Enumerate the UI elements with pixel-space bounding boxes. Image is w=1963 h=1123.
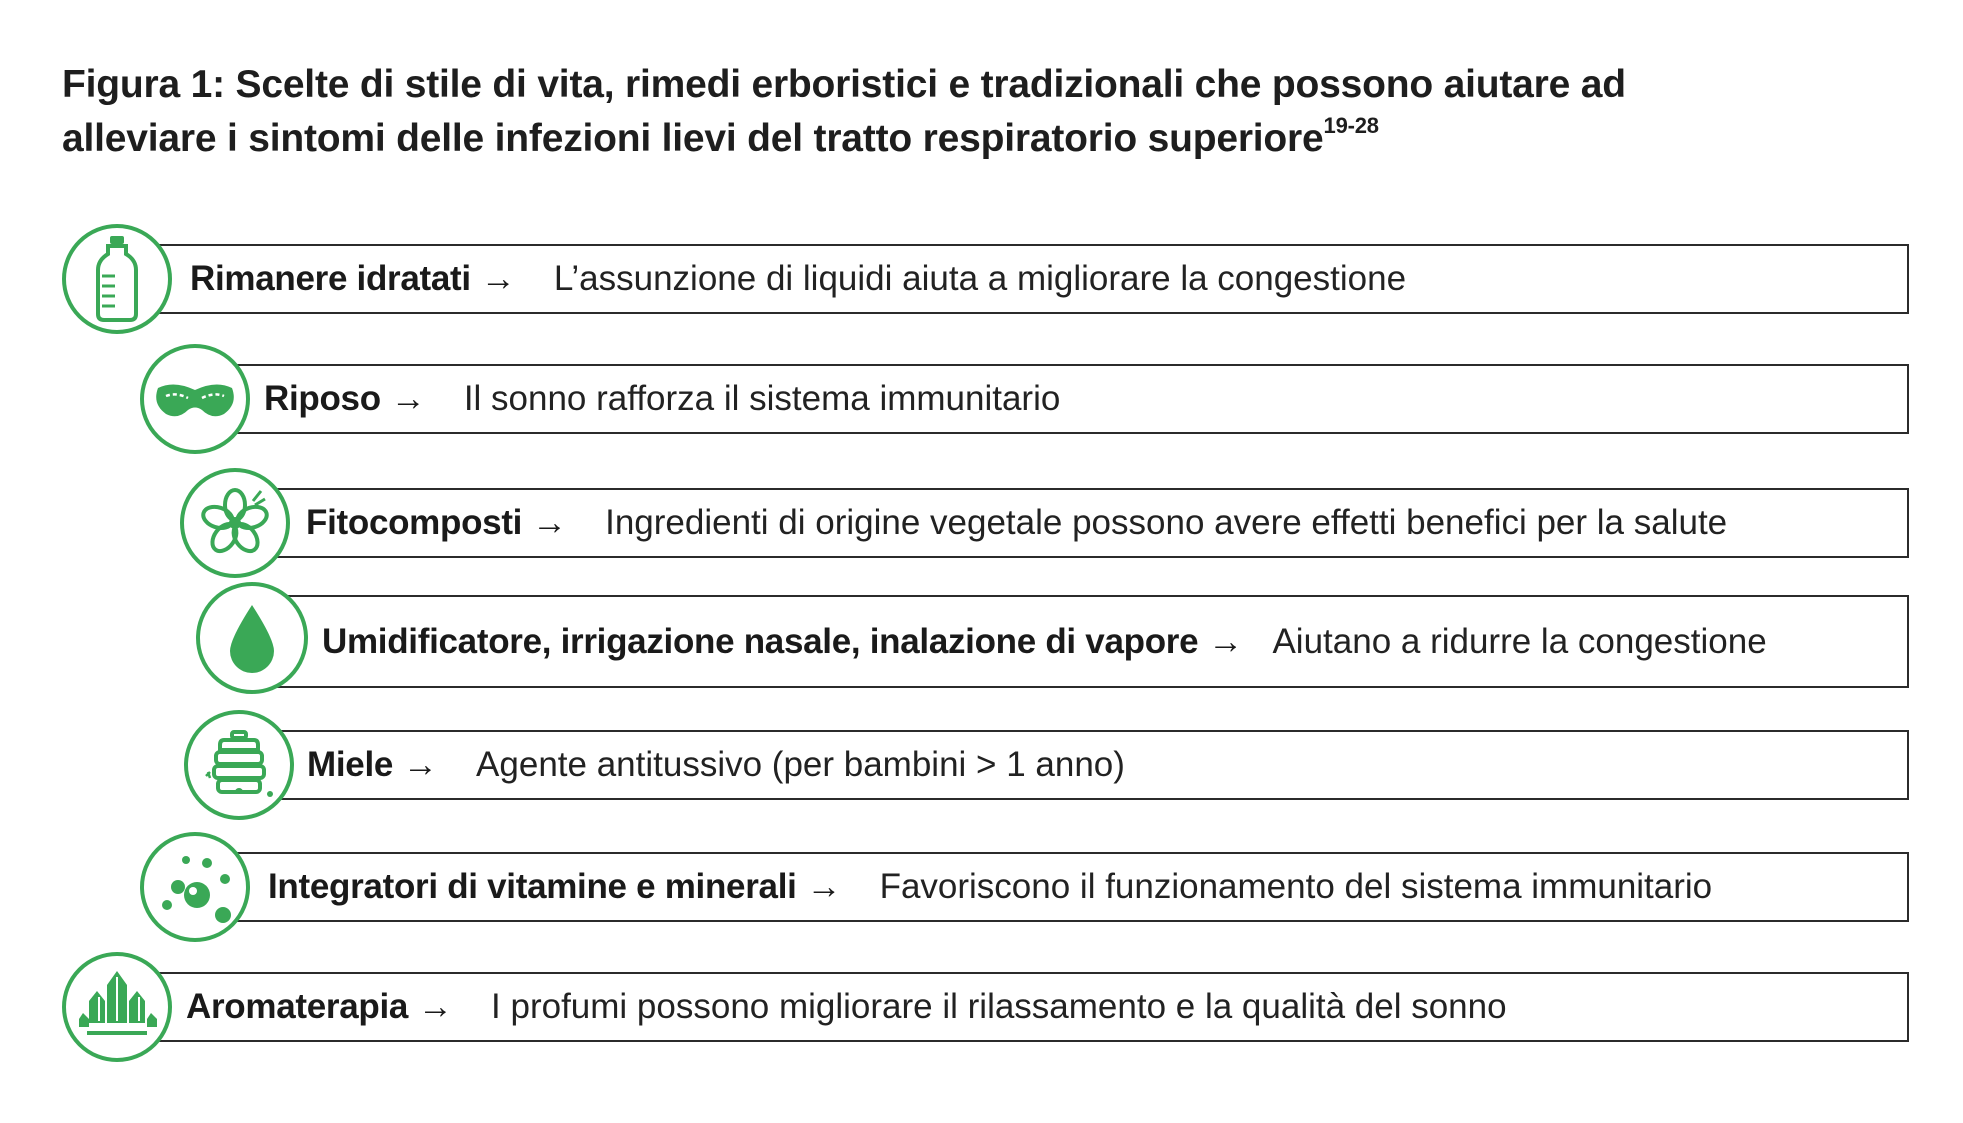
item-label: Rimanere idratati — [190, 259, 471, 298]
item-label: Umidificatore, irrigazione nasale, inalazione di vapore — [322, 621, 1199, 661]
item-description: Ingredienti di origine vegetale possono avere effetti benefici per la salute — [605, 503, 1728, 542]
list-item-hydration — [62, 224, 1909, 334]
water-bottle-icon — [62, 224, 172, 334]
crystals-icon — [62, 952, 172, 1062]
item-label: Fitocomposti — [306, 503, 523, 542]
item-description: Agente antitussivo (per bambini > 1 anno) — [476, 745, 1125, 784]
item-description: Il sonno rafforza il sistema immunitario — [463, 379, 1061, 418]
figure-title — [62, 58, 1762, 166]
list-item-honey — [184, 710, 1909, 820]
bubbles-icon — [140, 832, 250, 942]
sleep-mask-icon — [140, 344, 250, 454]
item-description: I profumi possono migliorare il rilassamento e la qualità del sonno — [491, 987, 1507, 1026]
flower-icon — [180, 468, 290, 578]
arrow-icon: → — [1208, 621, 1244, 661]
item-description: L’assunzione di liquidi aiuta a migliorare la congestione — [553, 259, 1407, 298]
list-item-humidifier — [196, 580, 1909, 698]
item-label: Aromaterapia — [186, 987, 409, 1026]
figure-title-line1: Figura 1: Scelte di stile di vita, rimedi erboristici e tradizionali che possono aiutare ad — [62, 63, 1626, 106]
item-label: Miele — [307, 745, 394, 784]
arrow-icon: → — [480, 259, 516, 298]
arrow-icon: → — [532, 503, 568, 542]
list-item-phytocompounds — [180, 468, 1909, 578]
figure-title-line2: alleviare i sintomi delle infezioni lievi del tratto respiratorio superiore — [62, 117, 1324, 160]
beehive-icon — [184, 710, 294, 820]
item-description: Favoriscono il funzionamento del sistema immunitario — [879, 867, 1713, 906]
arrow-icon: → — [403, 745, 439, 784]
arrow-icon: → — [390, 379, 426, 418]
list-item-supplements — [140, 832, 1909, 942]
item-label: Integratori di vitamine e minerali — [268, 867, 797, 906]
list-item-rest — [140, 344, 1909, 454]
water-drop-icon — [196, 582, 308, 694]
list-item-aromatherapy — [62, 952, 1909, 1062]
arrow-icon: → — [418, 987, 454, 1026]
citation-ref: 19-28 — [1323, 113, 1379, 138]
item-description: Aiutano a ridurre la congestione — [1272, 621, 1767, 661]
arrow-icon: → — [806, 867, 842, 906]
item-label: Riposo — [264, 379, 381, 418]
